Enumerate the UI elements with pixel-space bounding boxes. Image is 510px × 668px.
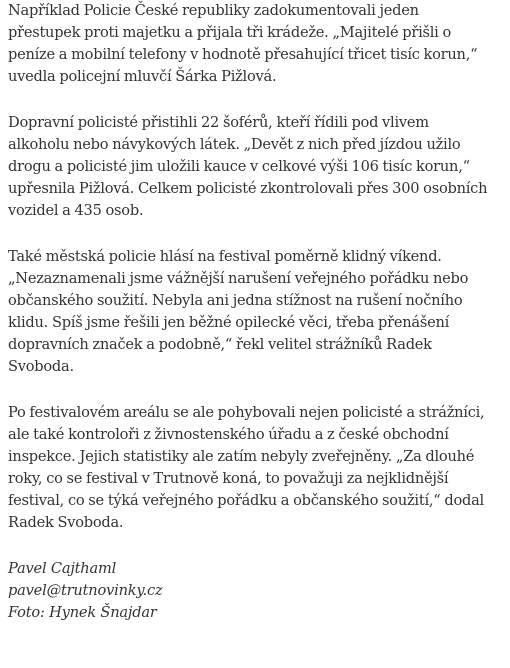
photo-credit: Foto: Hynek Šnajdar — [8, 604, 157, 621]
article-signature — [8, 558, 502, 624]
author-email: pavel@trutnovinky.cz — [8, 582, 163, 599]
text-line: Po festivalovém areálu se ale pohybovali nejen policisté a strážníci, — [8, 404, 485, 421]
text-line: klidu. Spíš jsme řešili jen běžné opilecké věci, třeba přenášení — [8, 314, 450, 331]
text-line: uvedla policejní mluvčí Šárka Pižlová. — [8, 68, 277, 85]
text-line: Například Policie České republiky zadokumentovali jeden — [8, 2, 419, 19]
text-line: Dopravní policisté přistihli 22 šoférů, kteří řídili pod vlivem — [8, 114, 429, 131]
text-line: drogu a policisté jim uložili kauce v celkové výši 106 tisíc korun,“ — [8, 158, 470, 175]
text-line: dopravních značek a podobně,“ řekl velitel strážníků Radek — [8, 336, 432, 353]
text-line: roky, co se festival v Trutnově koná, to považuji za nejklidnější — [8, 470, 449, 487]
text-line: peníze a mobilní telefony v hodnotě přesahující třicet tisíc korun,“ — [8, 46, 478, 63]
paragraph-traffic-police — [8, 112, 502, 222]
author-name: Pavel Cajthaml — [8, 560, 117, 577]
text-line: Také městská policie hlásí na festival poměrně klidný víkend. — [8, 248, 442, 265]
paragraph-police-report — [8, 0, 502, 88]
text-line: alkoholu nebo návykových látek. „Devět z nich před jízdou užilo — [8, 136, 461, 153]
text-line: ale také kontroloři z živnostenského úřadu a z české obchodní — [8, 426, 449, 443]
text-line: festival, co se týká veřejného pořádku a občanského soužití,“ dodal — [8, 492, 484, 509]
text-line: vozidel a 435 osob. — [8, 202, 144, 219]
text-line: upřesnila Pižlová. Celkem policisté zkontrolovali přes 300 osobních — [8, 180, 488, 197]
text-line: přestupek proti majetku a přijala tři krádeže. „Majitelé přišli o — [8, 24, 452, 41]
text-line: Radek Svoboda. — [8, 514, 124, 531]
text-line: občanského soužití. Nebyla ani jedna stížnost na rušení nočního — [8, 292, 463, 309]
text-line: Svoboda. — [8, 358, 74, 375]
paragraph-inspections — [8, 402, 502, 534]
text-line: inspekce. Jejich statistiky ale zatím nebyly zveřejněny. „Za dlouhé — [8, 448, 475, 465]
paragraph-city-police — [8, 246, 502, 378]
text-line: „Nezaznamenali jsme vážnější narušení veřejného pořádku nebo — [8, 270, 469, 287]
